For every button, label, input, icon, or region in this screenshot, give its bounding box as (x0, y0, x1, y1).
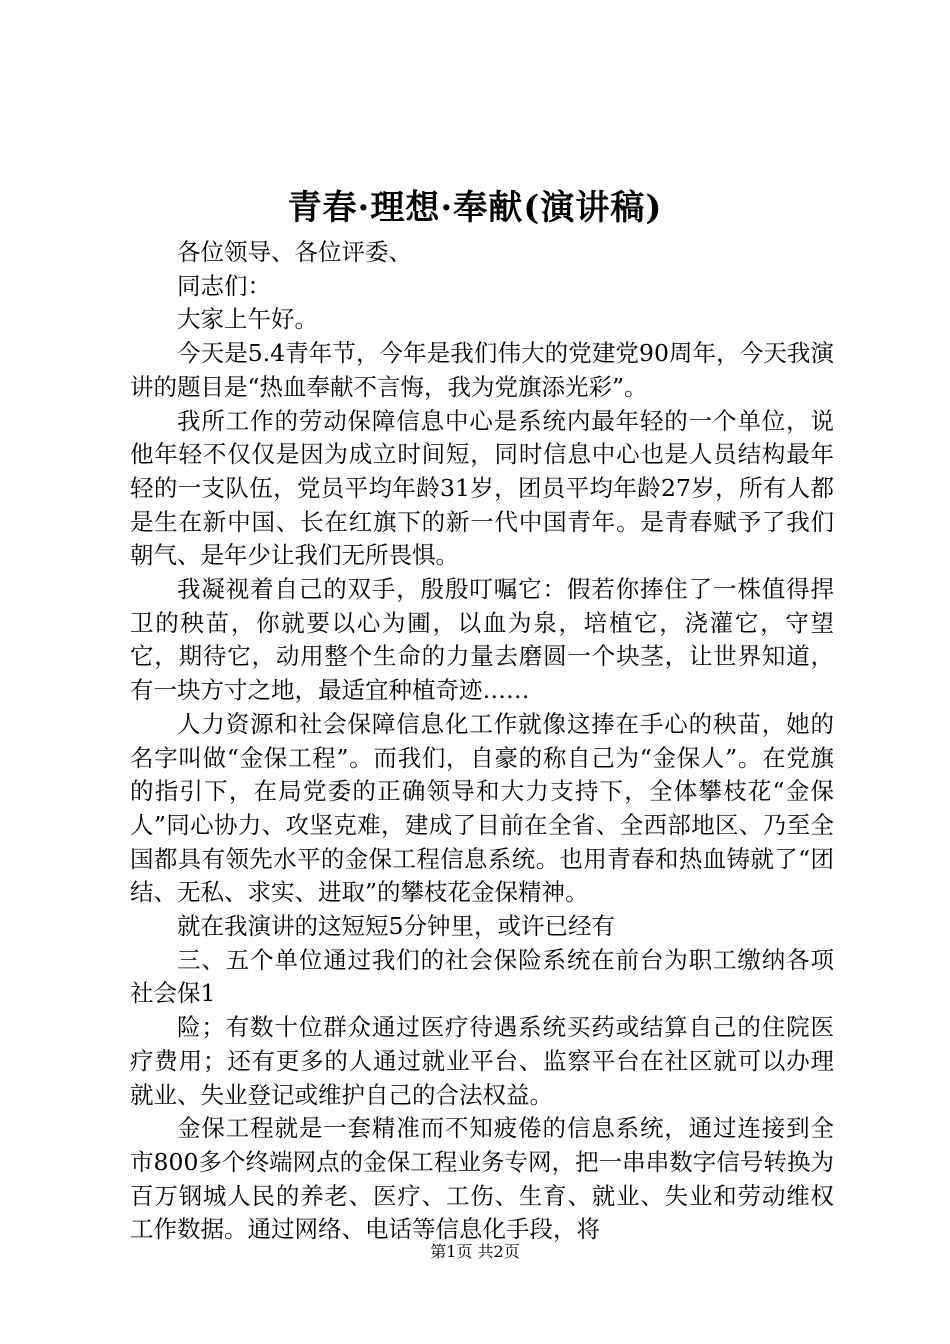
paragraph-topic: 今天是5.4青年节，今年是我们伟大的党建党90周年，今天我演讲的题目是“热血奉献不言悔，我为党旗添光彩”。 (130, 339, 834, 401)
paragraph-salutation-1: 各位领导、各位评委、 (177, 238, 412, 266)
paragraph-info-center: 我所工作的劳动保障信息中心是系统内最年轻的一个单位，说他年轻不仅仅是因为成立时间短，同时信息中心也是人员结构最年轻的一支队伍，党员平均年龄31岁，团员平均年龄27岁，所有人都是生在新中国、长在红旗下的新一代中国青年。是青春赋予了我们朝气、是年少让我们无所畏惧。 (130, 406, 834, 570)
paragraph-jinbao: 人力资源和社会保障信息化工作就像这捧在手心的秧苗，她的名字叫做“金保工程”。而我们，自豪的称自己为“金保人”。在党旗的指引下，在局党委的正确领导和大力支持下，全体攀枝花“金保人”同心协力、攻坚克难，建成了目前在全省、全西部地区、乃至全国都具有领先水平的金保工程信息系统。也用青春和热血铸就了“团结、无私、求实、进取”的攀枝花金保精神。 (130, 709, 834, 907)
paragraph-hands: 我凝视着自己的双手，殷殷叮嘱它：假若你捧住了一株值得捍卫的秧苗，你就要以心为圃，以血为泉，培植它，浇灌它，守望它，期待它，动用整个生命的力量去磨圆一个块茎，让世界知道，有一块方寸之地，最适宜种植奇迹…… (130, 575, 834, 705)
document-body (130, 236, 834, 1247)
paragraph-salutation-2: 同志们： (177, 271, 271, 300)
document-title: 青春·理想·奉献(演讲稿) (287, 188, 663, 228)
paragraph-insurance: 险；有数十位群众通过医疗待遇系统买药或结算自己的住院医疗费用；还有更多的人通过就业平台、监察平台在社区就可以办理就业、失业登记或维护自己的合法权益。 (130, 1013, 834, 1109)
paragraph-system: 金保工程就是一套精准而不知疲倦的信息系统，通过连接到全市800多个终端网点的金保工程业务专网，把一串串数字信号转换为百万钢城人民的养老、医疗、工伤、生育、就业、失业和劳动维权工作数据。通过网络、电话等信息化手段，将 (130, 1114, 834, 1244)
paragraph-five-minutes: 就在我演讲的这短短5分钟里，或许已经有 (177, 912, 615, 941)
paragraph-units: 三、五个单位通过我们的社会保险系统在前台为职工缴纳各项社会保1 (130, 945, 834, 1008)
page-footer: 第1页 共2页 (430, 1242, 520, 1261)
paragraph-greeting: 大家上午好。 (177, 305, 318, 334)
